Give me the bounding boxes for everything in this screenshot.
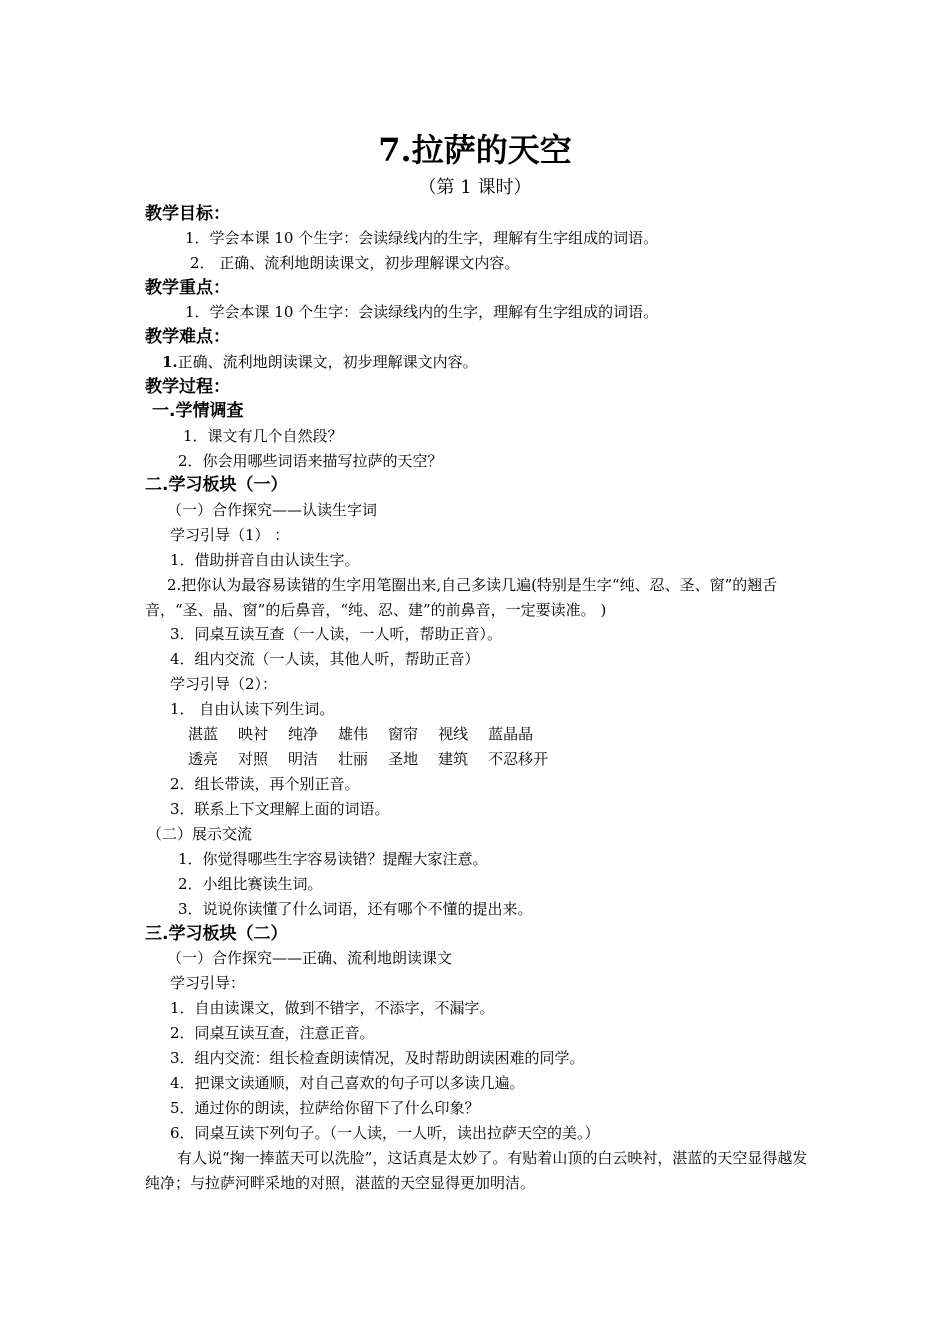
section-2-heading: 二.学习板块（一）	[145, 475, 288, 495]
vocab-word: 雄伟	[338, 725, 369, 743]
s2-g1-item: 3．同桌互读互查（一人读，一人听，帮助正音）。	[170, 625, 503, 643]
vocab-word: 纯净	[288, 725, 319, 743]
s2-subheading-2: （二）展示交流	[147, 825, 253, 843]
s3-passage: 有人说“掬一捧蓝天可以洗脸”，这话真是太妙了。有贴着山顶的白云映衬，湛蓝的天空显得越发纯净；与拉萨河畔采地的对照，湛蓝的天空显得更加明洁。	[145, 1149, 808, 1192]
goals-heading: 教学目标：	[145, 204, 230, 224]
s2-guide-2: 学习引导（2）：	[170, 675, 278, 693]
doc-title: 7.拉萨的天空	[378, 131, 572, 169]
vocab-word: 蓝晶晶	[488, 725, 534, 743]
s3-subheading-1: （一）合作探究——正确、流利地朗读课文	[167, 949, 453, 967]
focus-item: 1．学会本课 10 个生字：会读绿线内的生字，理解有生字组成的词语。	[185, 303, 659, 321]
s3-guide: 学习引导：	[170, 974, 246, 992]
section-1-heading: 一.学情调查	[152, 401, 244, 421]
s2-sub2-item: 3．说说你读懂了什么词语，还有哪个不懂的提出来。	[178, 900, 533, 918]
vocab-word: 窗帘	[388, 725, 419, 743]
section-3-heading: 三.学习板块（二）	[145, 924, 288, 944]
s2-g2-item: 3．联系上下文理解上面的词语。	[170, 800, 390, 818]
focus-heading: 教学重点：	[145, 278, 230, 298]
difficulty-text: 正确、流利地朗读课文，初步理解课文内容。	[177, 353, 478, 371]
vocab-word: 建筑	[438, 750, 469, 768]
s2-sub2-item: 1．你觉得哪些生字容易读错？提醒大家注意。	[178, 850, 488, 868]
vocab-word: 湛蓝	[188, 725, 219, 743]
s1-item: 2．你会用哪些词语来描写拉萨的天空？	[178, 452, 443, 470]
difficulty-item	[162, 352, 478, 372]
s3-item: 4．把课文读通顺，对自己喜欢的句子可以多读几遍。	[170, 1074, 525, 1092]
s3-item: 2．同桌互读互查，注意正音。	[170, 1024, 375, 1042]
word-list-row-1	[188, 724, 553, 744]
vocab-word: 圣地	[388, 750, 419, 768]
word-list-row-2	[188, 749, 568, 769]
s2-g2-item: 2．组长带读，再个别正音。	[170, 775, 360, 793]
vocab-word: 透亮	[188, 750, 219, 768]
s2-sub2-item: 2．小组比赛读生词。	[178, 875, 323, 893]
vocab-word: 明洁	[288, 750, 319, 768]
vocab-word: 视线	[438, 725, 469, 743]
goal-item: 1．学会本课 10 个生字：会读绿线内的生字，理解有生字组成的词语。	[185, 229, 659, 247]
s2-guide-1: 学习引导（1） ：	[170, 526, 290, 544]
goal-item: 2． 正确、流利地朗读课文，初步理解课文内容。	[190, 254, 520, 272]
s2-g2-item: 1． 自由认读下列生词。	[170, 700, 335, 718]
s3-item: 6．同桌互读下列句子。（一人读，一人听，读出拉萨天空的美。）	[170, 1124, 600, 1142]
s1-item: 1．课文有几个自然段？	[183, 427, 343, 445]
vocab-word: 对照	[238, 750, 269, 768]
process-heading: 教学过程：	[145, 377, 230, 397]
vocab-word: 壮丽	[338, 750, 369, 768]
s2-g1-item-wrapped: 2.把你认为最容易读错的生字用笔圈出来,自己多读几遍(特别是生字“纯、忍、圣、窗”的翘舌音，“圣、晶、窗”的后鼻音，“纯、忍、建”的前鼻音，一定要读准。 )	[145, 576, 778, 619]
s3-item: 5．通过你的朗读，拉萨给你留下了什么印象？	[170, 1099, 480, 1117]
s2-g1-item: 1．借助拼音自由认读生字。	[170, 551, 360, 569]
s3-item: 3．组内交流：组长检查朗读情况，及时帮助朗读困难的同学。	[170, 1049, 585, 1067]
doc-subtitle: （第 1 课时）	[418, 177, 532, 198]
vocab-word: 不忍移开	[488, 750, 549, 768]
difficulty-heading: 教学难点：	[145, 327, 230, 347]
s2-g1-item: 4．组内交流（一人读，其他人听，帮助正音）	[170, 650, 480, 668]
difficulty-num: 1.	[162, 353, 178, 371]
s3-item: 1．自由读课文，做到不错字，不添字，不漏字。	[170, 999, 495, 1017]
vocab-word: 映衬	[238, 725, 269, 743]
s2-subheading-1: （一）合作探究——认读生字词	[167, 501, 378, 519]
